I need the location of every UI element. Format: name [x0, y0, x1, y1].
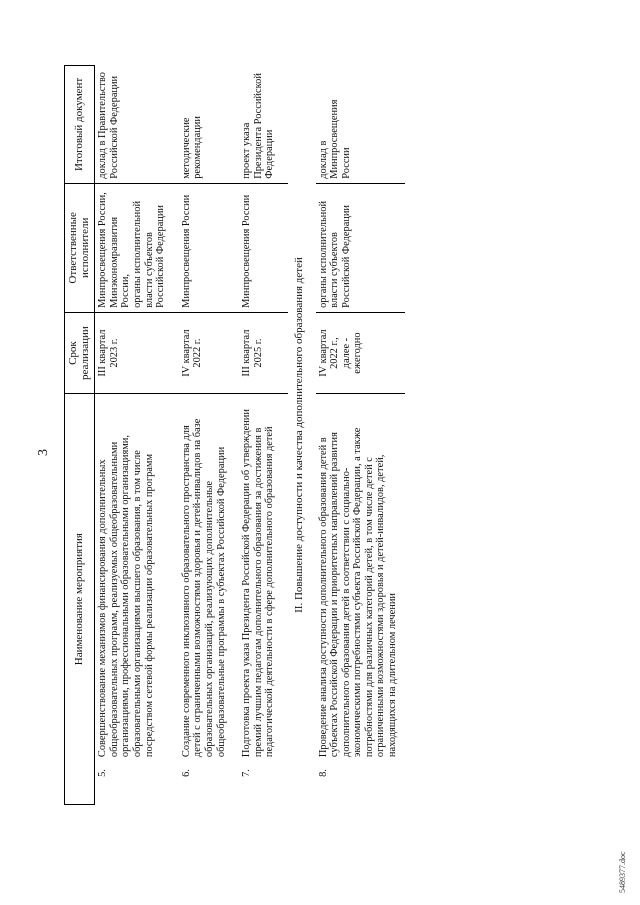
- row-name: Подготовка проекта указа Президента Российской Федерации об утверждении премий лучшим педагогам дополнительного образования за достижения в педагогической деятельности в сфере дополнительного образования детей: [241, 409, 276, 758]
- row-number: 5.: [97, 769, 109, 777]
- table-row: [179, 66, 239, 805]
- row-result: доклад в Минпросвещения России: [316, 66, 405, 184]
- row-result: доклад в Правительство Российской Федерации: [95, 66, 179, 184]
- row-result: методические рекомендации: [179, 66, 239, 184]
- table-row: [239, 66, 288, 805]
- row-name: Совершенствование механизмов финансирования дополнительных общеобразовательных программ, реализуемых общеобразовательными организациями, профессиональными образовательными организациями, образовательными организациями высшего образования, в том числе посредством сетевой формы реализации образовательных программ: [97, 435, 155, 758]
- row-term: IV квартал 2022 г., далее - ежегодно: [316, 312, 405, 393]
- document-reference: 5489377.doc: [618, 851, 627, 893]
- row-result: проект указа Президента Российской Федерации: [239, 66, 288, 184]
- section-title: II. Повышение доступности и качества дополнительного образования детей: [292, 257, 305, 613]
- action-plan-table: [64, 65, 405, 805]
- row-number: 8.: [317, 769, 329, 777]
- row-term: IV квартал 2022 г.: [179, 312, 239, 393]
- row-term: III квартал 2023 г.: [95, 312, 179, 393]
- row-executors: Минпросвещения России, Минэкономразвития России, органы исполнительной власти субъектов Российской Федерации: [95, 183, 179, 312]
- header-executors: Ответственные исполнители: [65, 183, 95, 312]
- header-name: Наименование мероприятия: [65, 394, 95, 805]
- table-row: [316, 66, 405, 805]
- table-header-row: [65, 66, 95, 805]
- section-row: [288, 66, 316, 805]
- row-number: 6.: [180, 769, 192, 777]
- row-executors: Минпросвещения России: [239, 183, 288, 312]
- row-name: Проведение анализа доступности дополнительного образования детей в субъектах Российской Федерации и приоритетных направлений развития дополнительного образования детей в соответствии с социально-экономическими потребностями субъекта Российской Федерации, а также потребностями для различных категорий детей, в том числе детей с ограниченными возможностями здоровья и детей-инвалидов, детей, находящихся на длительном лечении: [317, 427, 399, 758]
- row-executors: органы исполнительной власти субъектов Российской Федерации: [316, 183, 405, 312]
- page-number: 3: [36, 449, 51, 456]
- row-term: III квартал 2025 г.: [239, 312, 288, 393]
- row-number: 7.: [241, 769, 253, 777]
- header-result: Итоговый документ: [65, 66, 95, 184]
- row-name: Создание современного инклюзивного образовательного пространства для детей с ограниченными возможностями здоровья и детей-инвалидов на базе образовательных организаций, реализующих дополнительные общеобразовательные программы в субъектах Российской Федерации: [180, 418, 227, 758]
- table-row: [95, 66, 179, 805]
- header-term: Срок реализации: [65, 312, 95, 393]
- row-executors: Минпросвещения России: [179, 183, 239, 312]
